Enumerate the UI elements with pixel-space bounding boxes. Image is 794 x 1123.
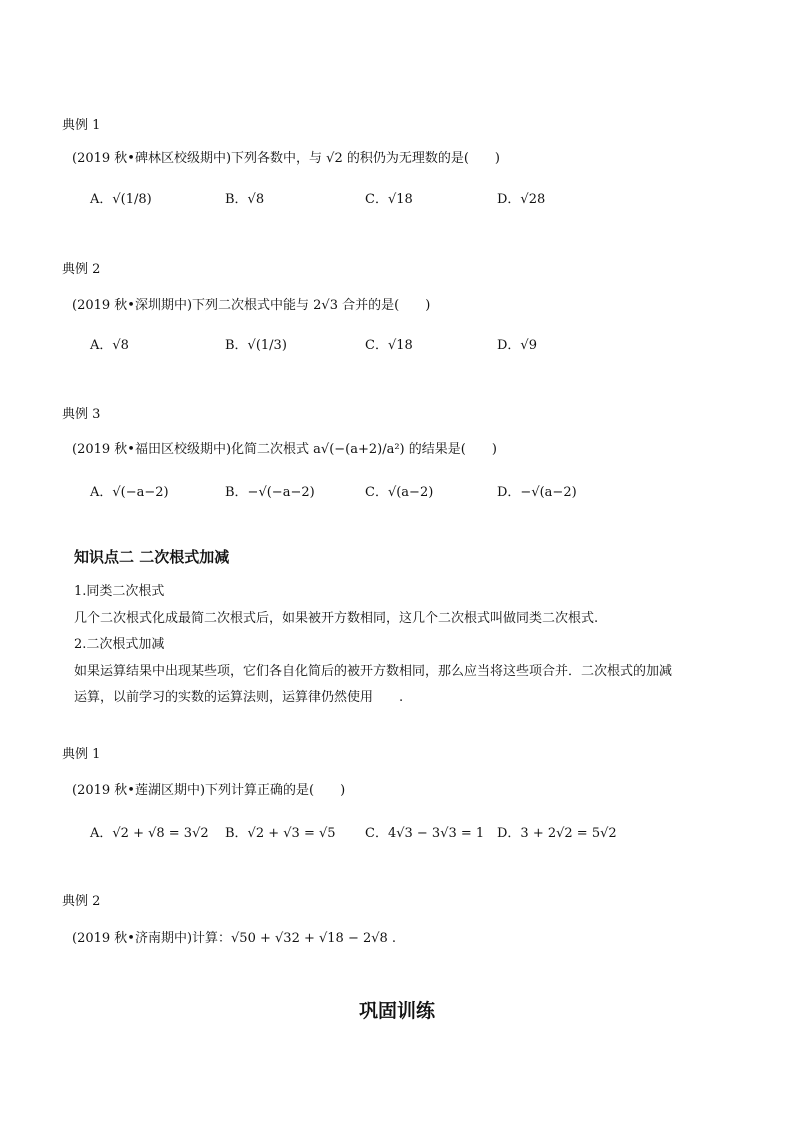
subsection-1-title: 1.同类二次根式 (74, 584, 165, 599)
section-title-consolidation-training: 巩固训练 (358, 1000, 435, 1022)
section-heading-knowledge-point-2: 知识点二 二次根式加减 (74, 548, 230, 566)
example-5-stem: (2019 秋•济南期中)计算：√50 + √32 + √18 − 2√8 . (72, 931, 397, 946)
subsection-2-title: 2.二次根式加减 (74, 637, 165, 652)
example-3-label: 典例 3 (62, 407, 101, 422)
example-1-stem: (2019 秋•碑林区校级期中)下列各数中，与 √2 的积仍为无理数的是( ) (72, 151, 500, 166)
example-2-option-d: D．√9 (497, 338, 537, 353)
example-4-option-c: C．4√3 − 3√3 = 1 (365, 826, 485, 841)
example-3-option-c: C．√(a−2) (365, 485, 434, 500)
example-1-label: 典例 1 (62, 118, 101, 133)
example-2-option-c: C．√18 (365, 338, 413, 353)
example-3-option-a: A．√(−a−2) (90, 485, 169, 500)
example-2-option-a: A．√8 (90, 338, 129, 353)
example-2-label: 典例 2 (62, 262, 101, 277)
example-1-option-d: D．√28 (497, 192, 546, 207)
example-4-option-d: D．3 + 2√2 = 5√2 (497, 826, 617, 841)
example-4-label: 典例 1 (62, 747, 101, 762)
example-4-option-b: B．√2 + √3 = √5 (225, 826, 336, 841)
example-2-option-b: B．√(1/3) (225, 338, 287, 353)
example-5-label: 典例 2 (62, 894, 101, 909)
example-4-option-a: A．√2 + √8 = 3√2 (90, 826, 209, 841)
subsection-2-text-line-2: 运算，以前学习的实数的运算法则，运算律仍然使用 . (74, 690, 404, 705)
example-3-option-b: B．−√(−a−2) (225, 485, 315, 500)
example-1-question (72, 147, 500, 166)
example-3-stem: (2019 秋•福田区校级期中)化简二次根式 a√(−(a+2)/a²) 的结果是( ) (72, 442, 497, 457)
example-4-stem: (2019 秋•莲湖区期中)下列计算正确的是( ) (72, 783, 346, 798)
example-1-option-c: C．√18 (365, 192, 413, 207)
example-1-option-a: A．√(1/8) (90, 192, 152, 207)
subsection-2-text-line-1: 如果运算结果中出现某些项，它们各自化简后的被开方数相同，那么应当将这些项合并．二次根式的加减 (74, 664, 673, 679)
subsection-1-text: 几个二次根式化成最简二次根式后，如果被开方数相同，这几个二次根式叫做同类二次根式. (74, 611, 599, 626)
example-3-option-d: D．−√(a−2) (497, 485, 577, 500)
example-2-stem: (2019 秋•深圳期中)下列二次根式中能与 2√3 合并的是( ) (72, 298, 431, 313)
example-1-option-b: B．√8 (225, 192, 265, 207)
